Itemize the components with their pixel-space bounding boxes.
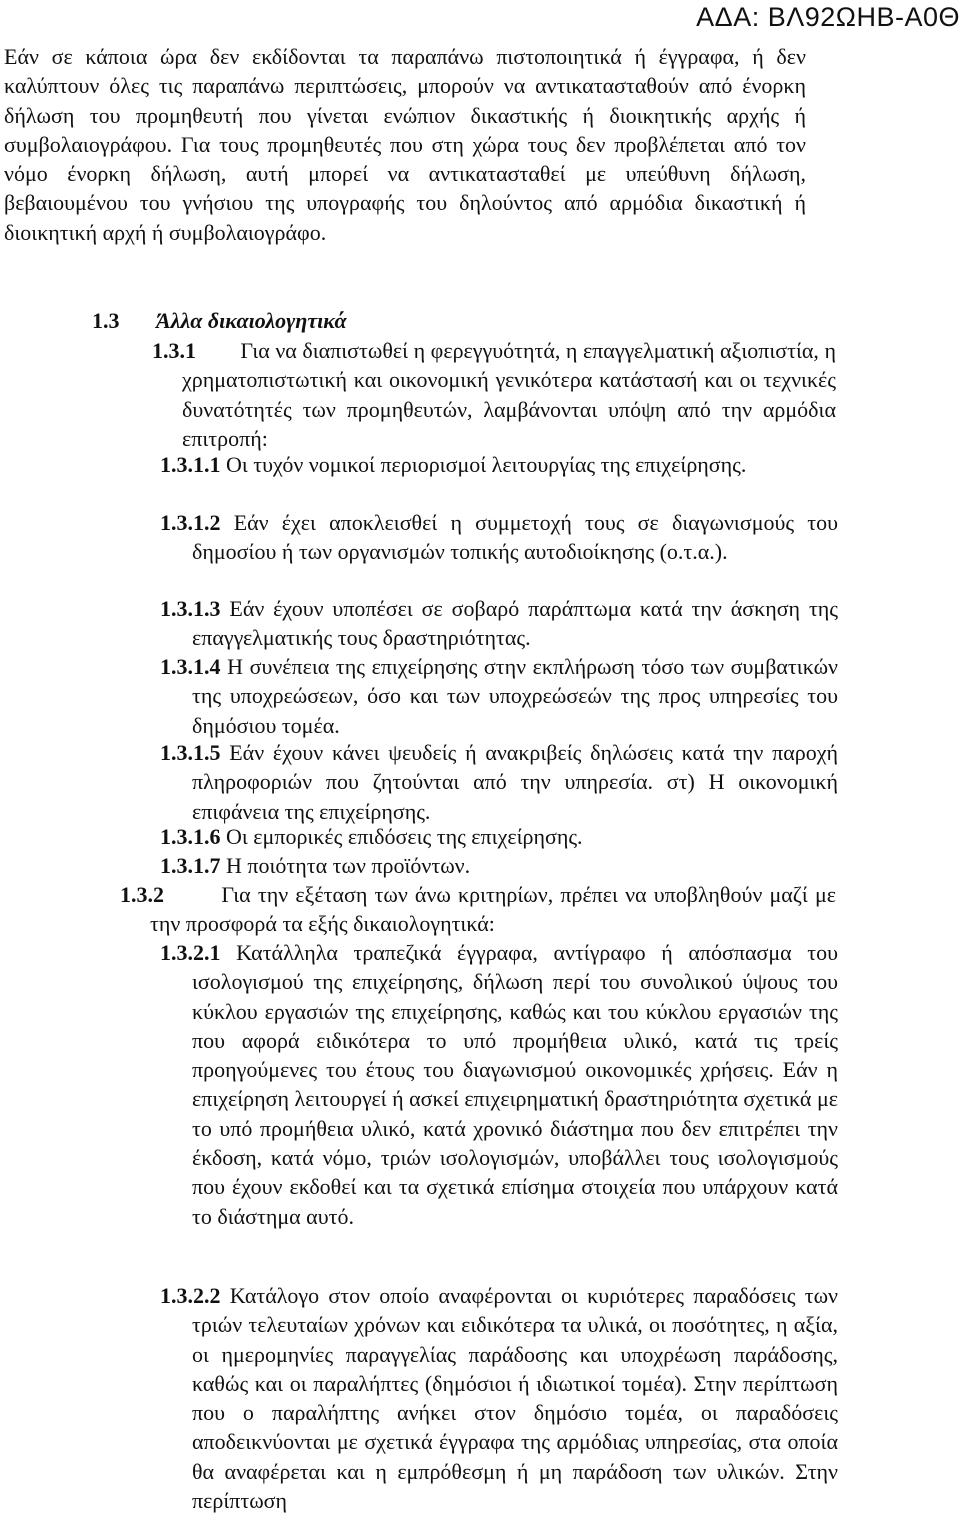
item-text: Εάν έχει αποκλεισθεί η συμμετοχή τους σε διαγωνισμούς του δημοσίου ή των οργανισμών τοπικής αυτοδιοίκησης (ο.τ.α.).: [192, 510, 839, 565]
section-number: 1.3: [92, 308, 120, 333]
list-item: [160, 450, 838, 479]
item-number: 1.3.2.1: [160, 940, 221, 965]
item-text: Η ποιότητα των προϊόντων.: [226, 853, 471, 878]
list-item: [160, 822, 806, 851]
list-item: [160, 508, 838, 567]
section-title: Άλλα δικαιολογητικά: [156, 308, 347, 333]
item-text: Για να διαπιστωθεί η φερεγγυότητά, η επαγγελματική αξιοπιστία, η χρηματοπιστωτική και οικονομική γενικότερα κατάστασή και οι τεχνικές δυνατότητές των προμηθευτών, λαμβάνονται υπόψη από την αρμόδια επιτροπή:: [182, 338, 836, 451]
item-text: Κατάλογο στον οποίο αναφέρονται οι κυριότερες παραδόσεις των τριών τελευταίων χρόνων και ειδικότερα τα υλικά, οι ποσότητες, η αξία, οι ημερομηνίες παραγγελίας παράδοσης και υποχρέωση παράδοσης, καθώς και οι παραλήπτες (δημόσιοι ή ιδιωτικοί τομέα). Στην περίπτωση που ο παραλήπτης ανήκει στον δημόσιο τομέα, οι παραδόσεις αποδεικνύονται με σχετικά έγγραφα της αρμόδιας υπηρεσίας, στα οποία θα αναφέρεται και η εμπρόθεσμη ή μη παράδοση των υλικών. Στην περίπτωση: [192, 1283, 839, 1514]
item-text: Οι εμπορικές επιδόσεις της επιχείρησης.: [226, 824, 583, 849]
list-item: [120, 880, 836, 939]
list-item: [160, 851, 806, 880]
list-item: [160, 938, 838, 1231]
item-number: 1.3.1.1: [160, 452, 221, 477]
document-id-header: ΑΔΑ: ΒΛ92ΩΗΒ-Α0Θ: [696, 2, 960, 32]
item-text: Η συνέπεια της επιχείρησης στην εκπλήρωση τόσο των συμβατικών της υποχρεώσεων, όσο και των υποχρεώσεών της προς υπηρεσίες του δημόσιου τομέα.: [192, 654, 839, 738]
item-text: Κατάλληλα τραπεζικά έγγραφα, αντίγραφο ή απόσπασμα του ισολογισμού της επιχείρησης, δήλωση περί του συνολικού ύψους του κύκλου εργασιών της επιχείρησης, καθώς και του κύκλου εργασιών της που αφορά ειδικότερα το υπό προμήθεια υλικό, κατά τις τρείς προηγούμενες του έτους του διαγωνισμού οικονομικές χρήσεις. Εάν η επιχείρηση λειτουργεί ή ασκεί επιχειρηματική δραστηριότητα σχετικά με το υπό προμήθεια υλικό, κατά χρονικό διάστημα που δεν επιτρέπει την έκδοση, κατά νόμο, τριών ισολογισμών, υποβάλλει τους ισολογισμούς που έχουν εκδοθεί και τα σχετικά επίσημα στοιχεία που υπάρχουν κατά το διάστημα αυτό.: [192, 940, 838, 1229]
list-item: [160, 652, 838, 740]
item-number: 1.3.2.2: [160, 1283, 221, 1308]
item-number: 1.3.2: [120, 882, 164, 907]
item-number: 1.3.1.2: [160, 510, 221, 535]
item-number: 1.3.1.4: [160, 654, 221, 679]
item-text: Εάν έχουν υποπέσει σε σοβαρό παράπτωμα κατά την άσκηση της επαγγελματικής τους δραστηριότητας.: [192, 596, 839, 651]
list-item: [152, 336, 836, 453]
item-text: Εάν έχουν κάνει ψευδείς ή ανακριβείς δηλώσεις κατά την παροχή πληροφοριών που ζητούνται από την υπηρεσία. στ) Η οικονομική επιφάνεια της επιχείρησης.: [192, 740, 838, 824]
intro-paragraph: Εάν σε κάποια ώρα δεν εκδίδονται τα παραπάνω πιστοποιητικά ή έγγραφα, ή δεν καλύπτουν όλες τις παραπάνω περιπτώσεις, μπορούν να αντικατασταθούν από ένορκη δήλωση του προμηθευτή που γίνεται ενώπιον δικαστικής ή διοικητικής αρχής ή συμβολαιογράφου. Για τους προμηθευτές που στη χώρα τους δεν προβλέπεται από τον νόμο ένορκη δήλωση, αυτή μπορεί να αντικατασταθεί με υπεύθυνη δήλωση, βεβαιουμένου του γνήσιου της υπογραφής του δηλούντος από αρμόδια δικαστική ή διοικητική αρχή ή συμβολαιογράφο.: [4, 44, 806, 245]
item-text: Για την εξέταση των άνω κριτηρίων, πρέπει να υποβληθούν μαζί με την προσφορά τα εξής δικαιολογητικά:: [150, 882, 837, 937]
item-number: 1.3.1.7: [160, 853, 221, 878]
item-number: 1.3.1.5: [160, 740, 221, 765]
item-number: 1.3.1.3: [160, 596, 221, 621]
item-number: 1.3.1: [152, 338, 196, 363]
item-text: Οι τυχόν νομικοί περιορισμοί λειτουργίας της επιχείρησης.: [226, 452, 747, 477]
list-item: [160, 594, 838, 653]
list-item: [160, 738, 838, 826]
item-number: 1.3.1.6: [160, 824, 221, 849]
list-item: [160, 1281, 838, 1515]
section-heading: [92, 306, 347, 335]
